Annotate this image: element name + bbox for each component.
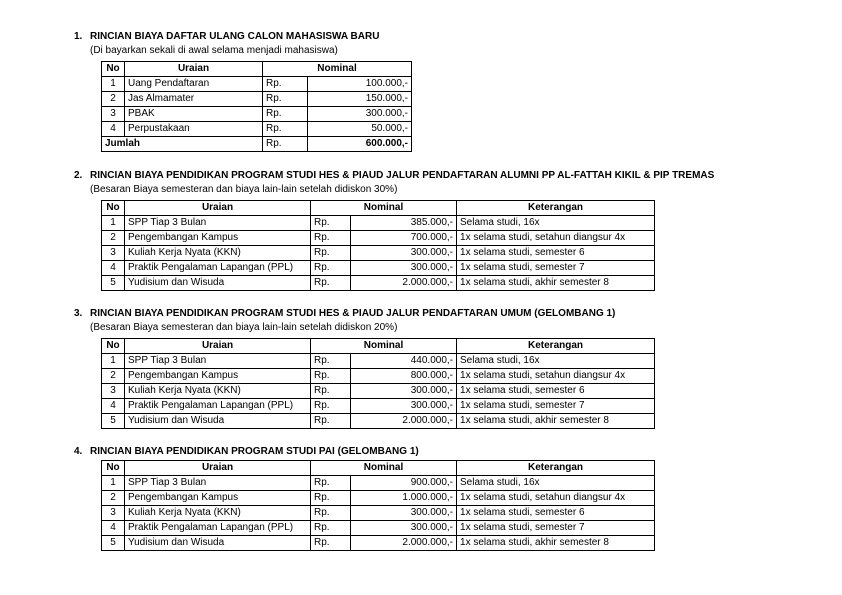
row-amount: 2.000.000,- [351, 536, 457, 551]
header-keterangan: Keterangan [457, 461, 655, 476]
section-4-title: RINCIAN BIAYA PENDIDIKAN PROGRAM STUDI PAI (GELOMBANG 1) [90, 446, 419, 457]
row-uraian: Praktik Pengalaman Lapangan (PPL) [125, 521, 311, 536]
row-keterangan: 1x selama studi, semester 6 [457, 246, 655, 261]
table-row [102, 536, 655, 551]
section-3-title: RINCIAN BIAYA PENDIDIKAN PROGRAM STUDI HES & PIAUD JALUR PENDAFTARAN UMUM (GELOMBANG 1) [90, 308, 616, 319]
section-3-heading [74, 308, 615, 320]
row-amount: 2.000.000,- [351, 414, 457, 429]
table-row [102, 276, 655, 291]
section-2-title: RINCIAN BIAYA PENDIDIKAN PROGRAM STUDI HES & PIAUD JALUR PENDAFTARAN ALUMNI PP AL-FATTAH KIKIL & PIP TREMAS [90, 170, 715, 181]
row-amount: 1.000.000,- [351, 491, 457, 506]
table-row [102, 261, 655, 276]
header-no: No [102, 461, 125, 476]
row-uraian: Yudisium dan Wisuda [125, 414, 311, 429]
row-uraian: Pengembangan Kampus [125, 491, 311, 506]
row-no: 3 [102, 384, 125, 399]
row-keterangan: 1x selama studi, akhir semester 8 [457, 414, 655, 429]
row-currency: Rp. [311, 369, 351, 384]
section-2-table [101, 200, 655, 291]
section-4-table [101, 460, 655, 551]
row-no: 5 [102, 536, 125, 551]
row-amount: 50.000,- [308, 122, 412, 137]
row-no: 2 [102, 231, 125, 246]
row-no: 3 [102, 506, 125, 521]
row-uraian: Praktik Pengalaman Lapangan (PPL) [125, 399, 311, 414]
row-currency: Rp. [263, 77, 308, 92]
row-uraian: Kuliah Kerja Nyata (KKN) [125, 246, 311, 261]
header-no: No [102, 201, 125, 216]
row-no: 4 [102, 521, 125, 536]
row-uraian: Uang Pendaftaran [125, 77, 263, 92]
row-uraian: Jas Almamater [125, 92, 263, 107]
row-uraian: SPP Tiap 3 Bulan [125, 476, 311, 491]
row-keterangan: 1x selama studi, akhir semester 8 [457, 536, 655, 551]
row-amount: 800.000,- [351, 369, 457, 384]
row-uraian: Kuliah Kerja Nyata (KKN) [125, 384, 311, 399]
row-amount: 300.000,- [308, 107, 412, 122]
row-amount: 150.000,- [308, 92, 412, 107]
row-no: 3 [102, 246, 125, 261]
section-3-table [101, 338, 655, 429]
row-currency: Rp. [311, 506, 351, 521]
table-row [102, 476, 655, 491]
row-uraian: Pengembangan Kampus [125, 369, 311, 384]
row-no: 2 [102, 369, 125, 384]
table-row [102, 369, 655, 384]
row-currency: Rp. [263, 92, 308, 107]
row-currency: Rp. [311, 384, 351, 399]
total-amount: 600.000,- [308, 137, 412, 152]
section-3-subtitle: (Besaran Biaya semesteran dan biaya lain-lain setelah didiskon 20%) [90, 322, 398, 333]
row-amount: 385.000,- [351, 216, 457, 231]
header-nominal: Nominal [263, 62, 412, 77]
row-currency: Rp. [311, 521, 351, 536]
row-amount: 900.000,- [351, 476, 457, 491]
total-row [102, 137, 412, 152]
total-label: Jumlah [102, 137, 263, 152]
header-uraian: Uraian [125, 201, 311, 216]
row-keterangan: Selama studi, 16x [457, 354, 655, 369]
table-row [102, 92, 412, 107]
table-header-row [102, 339, 655, 354]
header-no: No [102, 339, 125, 354]
row-currency: Rp. [311, 231, 351, 246]
row-currency: Rp. [311, 491, 351, 506]
section-4-heading [74, 446, 419, 458]
row-uraian: SPP Tiap 3 Bulan [125, 216, 311, 231]
table-row [102, 77, 412, 92]
row-amount: 100.000,- [308, 77, 412, 92]
total-currency: Rp. [263, 137, 308, 152]
row-no: 1 [102, 77, 125, 92]
row-uraian: Praktik Pengalaman Lapangan (PPL) [125, 261, 311, 276]
header-no: No [102, 62, 125, 77]
table-row [102, 122, 412, 137]
row-amount: 300.000,- [351, 506, 457, 521]
table-row [102, 506, 655, 521]
row-amount: 300.000,- [351, 246, 457, 261]
row-no: 4 [102, 261, 125, 276]
row-keterangan: 1x selama studi, semester 7 [457, 399, 655, 414]
row-keterangan: 1x selama studi, setahun diangsur 4x [457, 491, 655, 506]
header-uraian: Uraian [125, 62, 263, 77]
row-keterangan: 1x selama studi, semester 6 [457, 384, 655, 399]
row-uraian: Yudisium dan Wisuda [125, 536, 311, 551]
table-row [102, 491, 655, 506]
row-uraian: Kuliah Kerja Nyata (KKN) [125, 506, 311, 521]
row-no: 2 [102, 92, 125, 107]
section-1-heading [74, 31, 379, 43]
row-no: 3 [102, 107, 125, 122]
header-uraian: Uraian [125, 461, 311, 476]
row-no: 5 [102, 414, 125, 429]
row-keterangan: 1x selama studi, setahun diangsur 4x [457, 369, 655, 384]
row-no: 2 [102, 491, 125, 506]
row-amount: 300.000,- [351, 261, 457, 276]
row-no: 5 [102, 276, 125, 291]
header-nominal: Nominal [311, 201, 457, 216]
section-1-title: RINCIAN BIAYA DAFTAR ULANG CALON MAHASISWA BARU [90, 31, 380, 42]
row-uraian: PBAK [125, 107, 263, 122]
row-amount: 300.000,- [351, 521, 457, 536]
row-no: 4 [102, 399, 125, 414]
row-uraian: Perpustakaan [125, 122, 263, 137]
section-1-number: 1. [74, 31, 83, 42]
header-nominal: Nominal [311, 339, 457, 354]
header-keterangan: Keterangan [457, 339, 655, 354]
table-row [102, 399, 655, 414]
row-currency: Rp. [311, 276, 351, 291]
section-2-number: 2. [74, 170, 83, 181]
row-keterangan: 1x selama studi, semester 6 [457, 506, 655, 521]
table-header-row [102, 201, 655, 216]
section-1-table [101, 61, 412, 152]
table-row [102, 521, 655, 536]
row-keterangan: Selama studi, 16x [457, 216, 655, 231]
header-nominal: Nominal [311, 461, 457, 476]
row-currency: Rp. [263, 107, 308, 122]
row-currency: Rp. [311, 476, 351, 491]
row-keterangan: Selama studi, 16x [457, 476, 655, 491]
table-row [102, 246, 655, 261]
row-amount: 300.000,- [351, 384, 457, 399]
row-uraian: SPP Tiap 3 Bulan [125, 354, 311, 369]
row-no: 1 [102, 216, 125, 231]
table-header-row [102, 461, 655, 476]
row-keterangan: 1x selama studi, akhir semester 8 [457, 276, 655, 291]
section-2-subtitle: (Besaran Biaya semesteran dan biaya lain-lain setelah didiskon 30%) [90, 184, 398, 195]
row-currency: Rp. [311, 536, 351, 551]
section-1-subtitle: (Di bayarkan sekali di awal selama menjadi mahasiswa) [90, 45, 338, 56]
row-currency: Rp. [311, 354, 351, 369]
section-3-number: 3. [74, 308, 83, 319]
section-2-heading [74, 170, 714, 182]
table-row [102, 414, 655, 429]
row-currency: Rp. [311, 246, 351, 261]
row-keterangan: 1x selama studi, setahun diangsur 4x [457, 231, 655, 246]
row-amount: 2.000.000,- [351, 276, 457, 291]
row-amount: 700.000,- [351, 231, 457, 246]
row-currency: Rp. [263, 122, 308, 137]
row-amount: 440.000,- [351, 354, 457, 369]
row-amount: 300.000,- [351, 399, 457, 414]
row-no: 1 [102, 354, 125, 369]
row-keterangan: 1x selama studi, semester 7 [457, 521, 655, 536]
row-currency: Rp. [311, 399, 351, 414]
row-no: 4 [102, 122, 125, 137]
table-row [102, 107, 412, 122]
row-currency: Rp. [311, 216, 351, 231]
header-keterangan: Keterangan [457, 201, 655, 216]
table-row [102, 231, 655, 246]
section-4-number: 4. [74, 446, 83, 457]
table-header-row [102, 62, 412, 77]
table-row [102, 216, 655, 231]
row-uraian: Pengembangan Kampus [125, 231, 311, 246]
row-currency: Rp. [311, 261, 351, 276]
header-uraian: Uraian [125, 339, 311, 354]
table-row [102, 384, 655, 399]
row-uraian: Yudisium dan Wisuda [125, 276, 311, 291]
row-no: 1 [102, 476, 125, 491]
row-currency: Rp. [311, 414, 351, 429]
table-row [102, 354, 655, 369]
row-keterangan: 1x selama studi, semester 7 [457, 261, 655, 276]
